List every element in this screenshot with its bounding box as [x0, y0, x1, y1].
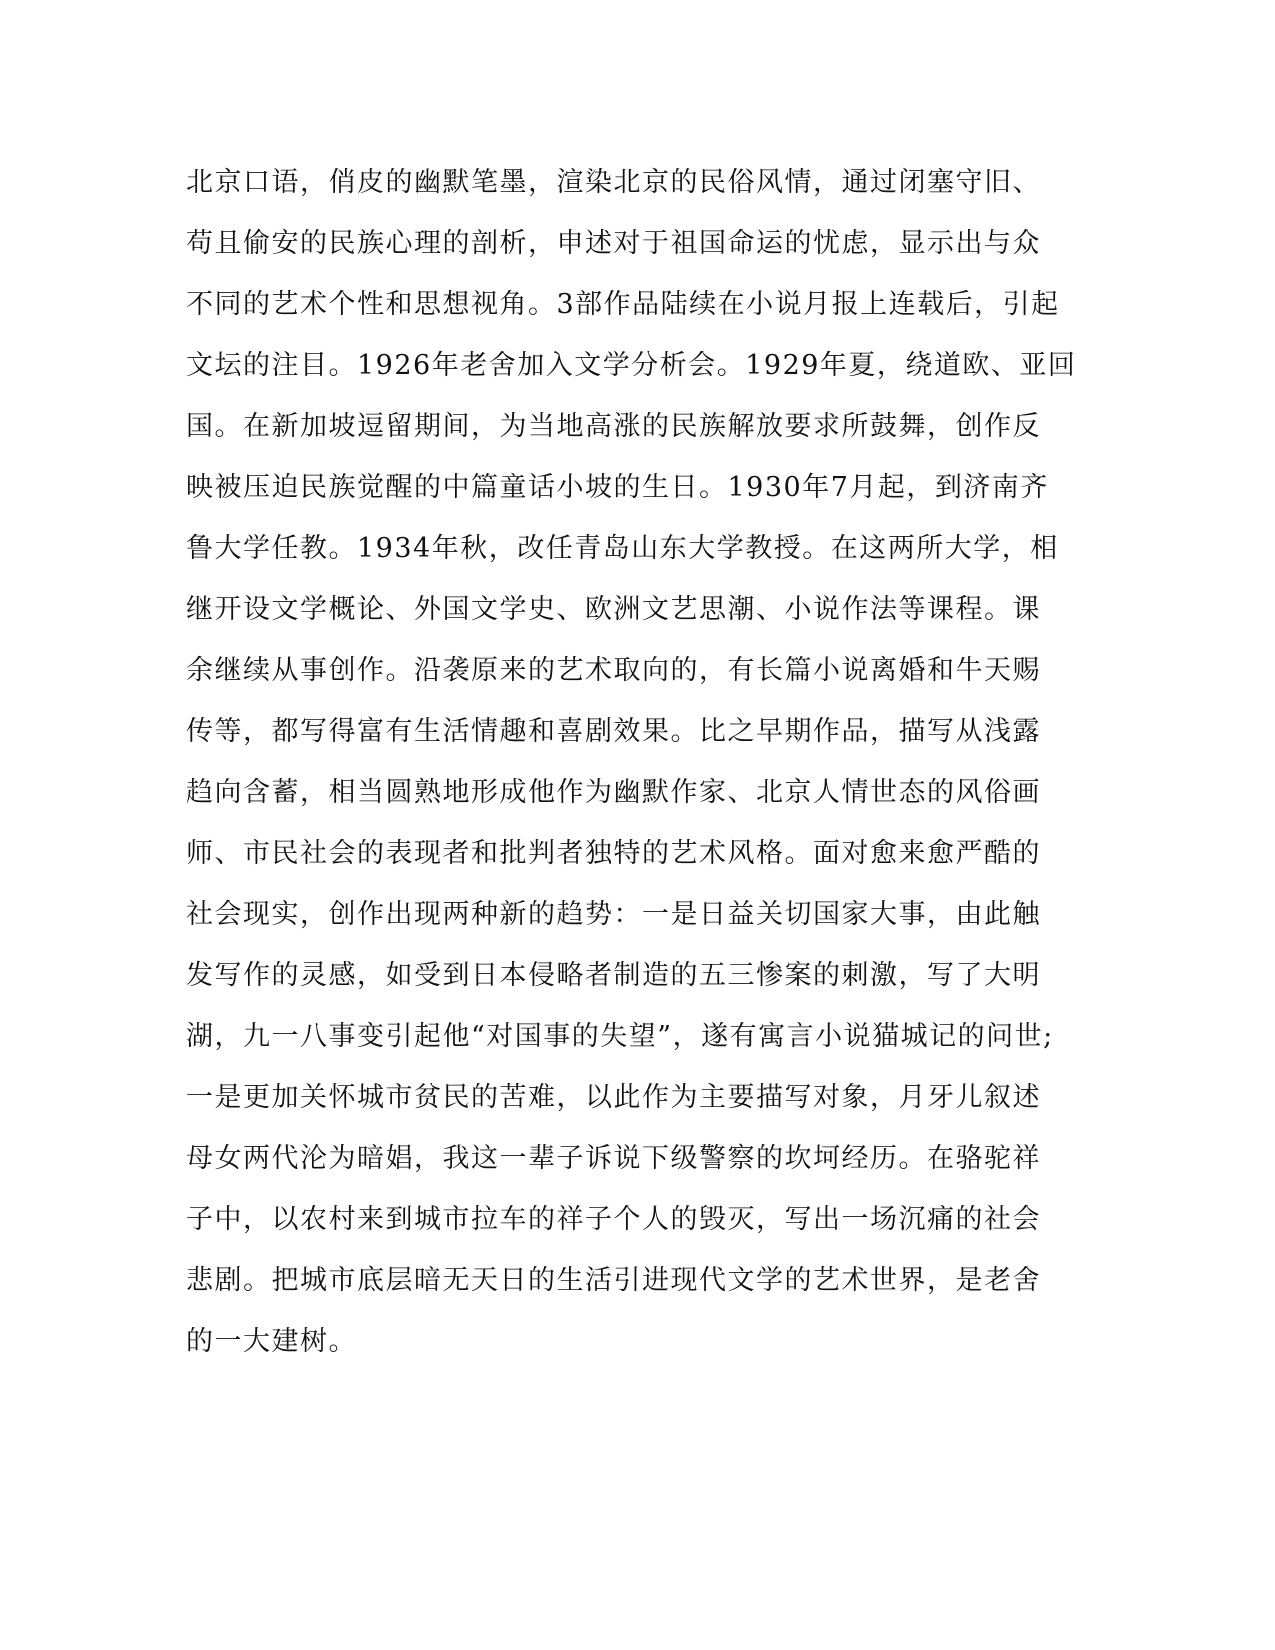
text-line: 北京口语，俏皮的幽默笔墨，渲染北京的民俗风情，通过闭塞守旧、 [186, 167, 1041, 198]
text-line: 悲剧。把城市底层暗无天日的生活引进现代文学的艺术世界，是老舍 [186, 1265, 1041, 1296]
text-line: 国。在新加坡逗留期间，为当地高涨的民族解放要求所鼓舞，创作反 [186, 411, 1041, 442]
text-line: 苟且偷安的民族心理的剖析，申述对于祖国命运的忧虑，显示出与众 [186, 228, 1041, 259]
text-line: 不同的艺术个性和思想视角。3部作品陆续在小说月报上连载后，引起 [186, 289, 1060, 320]
text-line: 湖，九一八事变引起他“对国事的失望”，遂有寓言小说猫城记的问世; [186, 1021, 1054, 1052]
text-line: 一是更加关怀城市贫民的苦难，以此作为主要描写对象，月牙儿叙述 [186, 1082, 1041, 1113]
text-line: 映被压迫民族觉醒的中篇童话小坡的生日。1930年7月起，到济南齐 [186, 472, 1049, 503]
text-line: 母女两代沦为暗娼，我这一辈子诉说下级警察的坎坷经历。在骆驼祥 [186, 1143, 1041, 1174]
body-paragraph [186, 152, 1086, 1372]
text-line: 发写作的灵感，如受到日本侵略者制造的五三惨案的刺激，写了大明 [186, 960, 1041, 991]
text-line: 传等，都写得富有生活情趣和喜剧效果。比之早期作品，描写从浅露 [186, 716, 1041, 747]
text-line: 文坛的注目。1926年老舍加入文学分析会。1929年夏，绕道欧、亚回 [186, 350, 1077, 381]
text-line: 的一大建树。 [186, 1326, 357, 1357]
text-line: 社会现实，创作出现两种新的趋势：一是日益关切国家大事，由此触 [186, 899, 1041, 930]
text-line: 继开设文学概论、外国文学史、欧洲文艺思潮、小说作法等课程。课 [186, 594, 1041, 625]
text-line: 子中，以农村来到城市拉车的祥子个人的毁灭，写出一场沉痛的社会 [186, 1204, 1041, 1235]
text-line: 鲁大学任教。1934年秋，改任青岛山东大学教授。在这两所大学，相 [186, 533, 1059, 564]
text-line: 师、市民社会的表现者和批判者独特的艺术风格。面对愈来愈严酷的 [186, 838, 1041, 869]
text-line: 余继续从事创作。沿袭原来的艺术取向的，有长篇小说离婚和牛天赐 [186, 655, 1041, 686]
text-line: 趋向含蓄，相当圆熟地形成他作为幽默作家、北京人情世态的风俗画 [186, 777, 1041, 808]
